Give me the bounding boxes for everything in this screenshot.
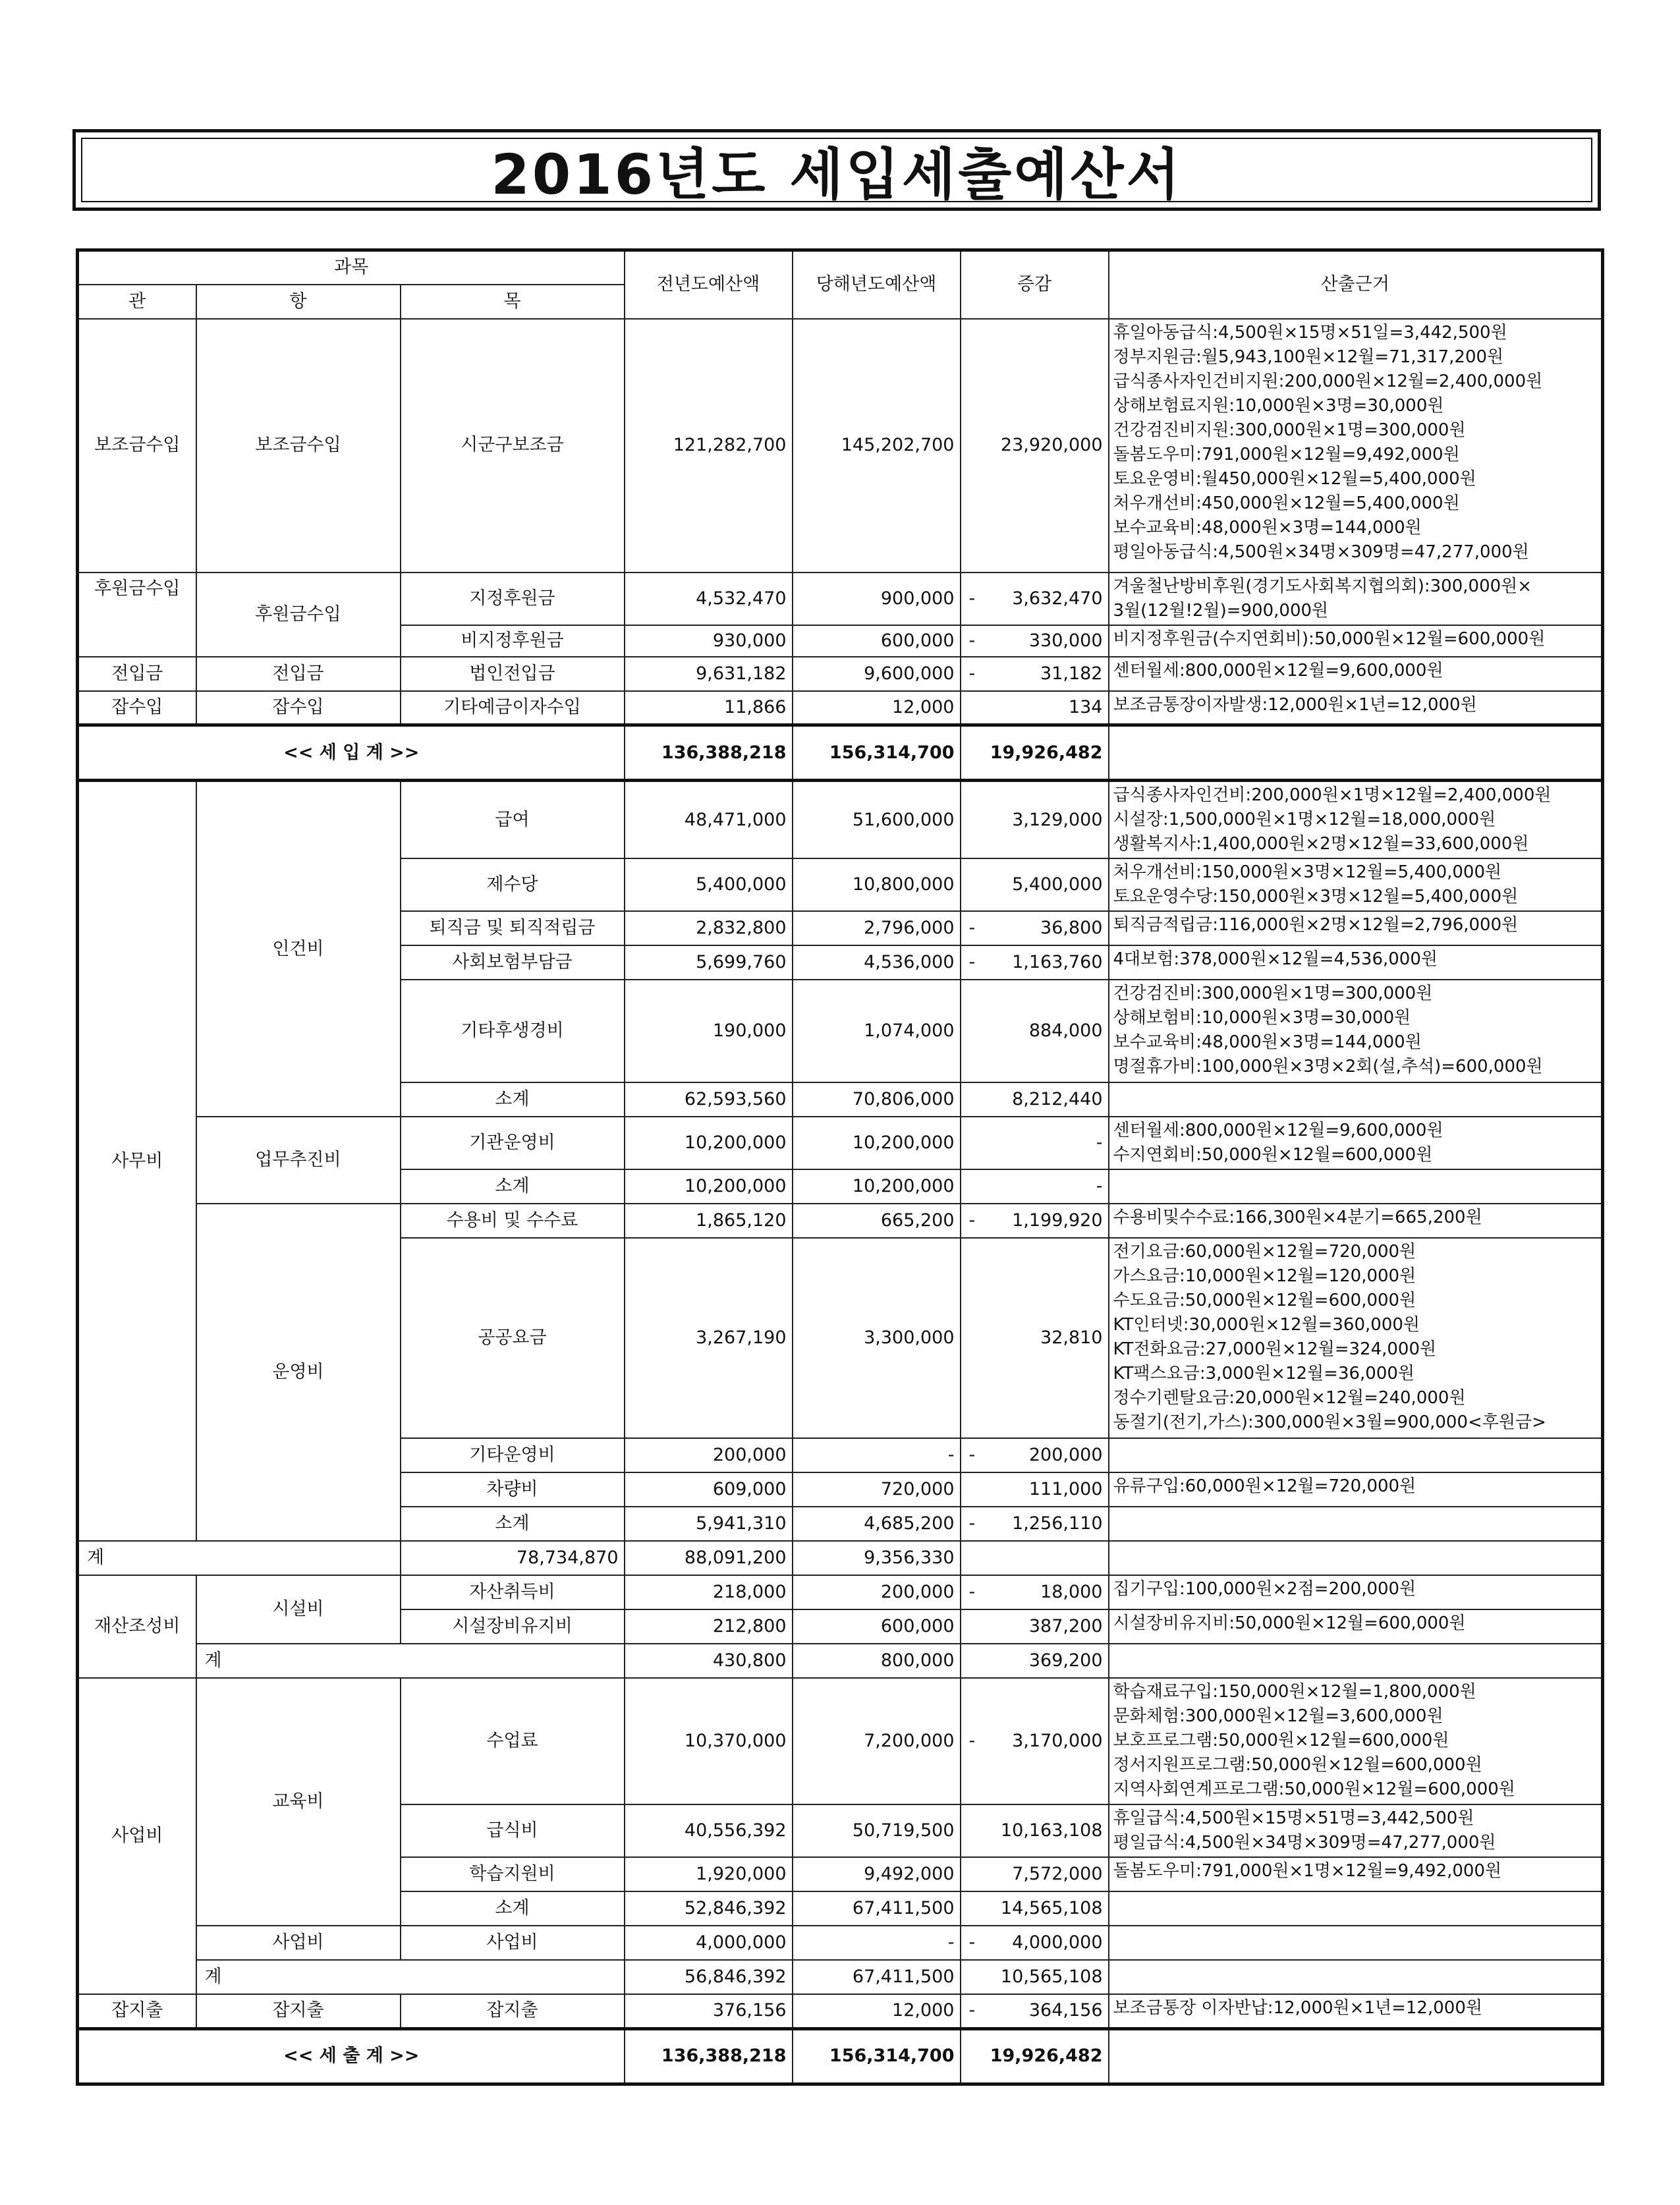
basis-cell — [1109, 572, 1603, 625]
prev-amount: 190,000 — [625, 980, 793, 1082]
prev-amount: 9,631,182 — [625, 657, 793, 691]
hang-cell: 전입금 — [196, 657, 401, 691]
basis-line: 보호프로그램:50,000원×12월=600,000원 — [1113, 1731, 1449, 1750]
minus-sign: - — [968, 918, 976, 938]
basis-line: 보수교육비:48,000원×3명=144,000원 — [1113, 517, 1422, 538]
prev-amount: 10,200,000 — [625, 1169, 793, 1204]
mok-cell: 지정후원금 — [401, 572, 625, 625]
basis-cell — [1109, 1082, 1603, 1117]
prev-amount: 4,532,470 — [625, 572, 793, 625]
income-total-row — [78, 725, 1603, 781]
diff-amount: 3,129,000 — [961, 781, 1109, 859]
curr-amount: 156,314,700 — [793, 2028, 961, 2084]
section-total-label: 계 — [196, 1960, 625, 1994]
basis-cell — [1109, 2028, 1603, 2084]
basis-cell — [1109, 1857, 1603, 1891]
prev-amount: 136,388,218 — [625, 725, 793, 781]
basis-line: 생활복지사:1,400,000원×2명×12월=33,600,000원 — [1113, 834, 1529, 854]
section-total-label: 계 — [196, 1644, 625, 1678]
basis-cell — [1109, 945, 1603, 980]
diff-amount: 9,356,330 — [793, 1541, 961, 1575]
prev-amount: 11,866 — [625, 691, 793, 725]
curr-amount: 3,300,000 — [793, 1238, 961, 1438]
curr-amount: 51,600,000 — [793, 781, 961, 859]
basis-line: 시설장:1,500,000원×1명×12월=18,000,000원 — [1113, 810, 1496, 829]
header-hang: 항 — [196, 285, 401, 319]
basis-line: 급식종사자인건비:200,000원×1명×12월=2,400,000원 — [1113, 785, 1552, 805]
mok-cell: 시설장비유지비 — [401, 1609, 625, 1644]
prev-amount: 200,000 — [625, 1438, 793, 1472]
basis-line: 건강검진비:300,000원×1명=300,000원 — [1113, 984, 1433, 1003]
diff-value: 1,256,110 — [1012, 1513, 1103, 1534]
prev-amount: 78,734,870 — [401, 1541, 625, 1575]
basis-cell — [1109, 725, 1603, 781]
diff-amount — [961, 911, 1109, 945]
curr-amount: 12,000 — [793, 691, 961, 725]
basis-cell — [1109, 1804, 1603, 1857]
gwan-cell: 전입금 — [78, 657, 196, 691]
curr-amount: 145,202,700 — [793, 319, 961, 572]
basis-cell — [1109, 1994, 1603, 2028]
mok-cell: 퇴직금 및 퇴직적립금 — [401, 911, 625, 945]
header-basis: 산출근거 — [1109, 250, 1603, 319]
hang-cell: 잡수입 — [196, 691, 401, 725]
diff-amount — [961, 1926, 1109, 1960]
mok-cell: 차량비 — [401, 1472, 625, 1507]
curr-amount: 10,200,000 — [793, 1169, 961, 1204]
diff-amount: 19,926,482 — [961, 725, 1109, 781]
diff-amount: 134 — [961, 691, 1109, 725]
prev-amount: 3,267,190 — [625, 1238, 793, 1438]
curr-amount: - — [793, 1926, 961, 1960]
prev-amount: 136,388,218 — [625, 2028, 793, 2084]
header-curr: 당해년도예산액 — [793, 250, 961, 319]
diff-amount — [961, 572, 1109, 625]
hang-cell: 후원금수입 — [196, 572, 401, 657]
gwan-cell: 잡지출 — [78, 1994, 196, 2028]
basis-line: 퇴직금적립금:116,000원×2명×12월=2,796,000원 — [1113, 915, 1519, 935]
curr-amount: 9,600,000 — [793, 657, 961, 691]
basis-line: 수지연회비:50,000원×12월=600,000원 — [1113, 1145, 1433, 1165]
mok-cell: 공공요금 — [401, 1238, 625, 1438]
diff-amount: 8,212,440 — [961, 1082, 1109, 1117]
basis-line: 돌봄도우미:791,000원×1명×12월=9,492,000원 — [1113, 1861, 1502, 1881]
diff-amount: - — [961, 1117, 1109, 1169]
minus-sign: - — [968, 588, 976, 609]
basis-line: 4대보험:378,000원×12월=4,536,000원 — [1113, 949, 1438, 969]
basis-line: 보조금통장 이자반납:12,000원×1년=12,000원 — [1113, 1998, 1482, 2018]
section-total-label: 계 — [78, 1541, 401, 1575]
diff-amount — [961, 945, 1109, 980]
hang-cell: 인건비 — [196, 781, 401, 1117]
basis-line: 평일아동급식:4,500원×34명×309명=47,277,000원 — [1113, 542, 1529, 562]
diff-amount — [961, 1507, 1109, 1541]
diff-value: 364,156 — [1028, 2000, 1103, 2021]
prev-amount: 4,000,000 — [625, 1926, 793, 1960]
basis-line: 상해보험료지원:10,000원×3명=30,000원 — [1113, 395, 1444, 416]
diff-value: 200,000 — [1028, 1445, 1103, 1465]
curr-amount: 900,000 — [793, 572, 961, 625]
curr-amount: 156,314,700 — [793, 725, 961, 781]
prev-amount: 62,593,560 — [625, 1082, 793, 1117]
diff-value: 1,163,760 — [1012, 952, 1103, 972]
basis-cell — [1109, 1609, 1603, 1644]
basis-line: 휴일급식:4,500원×15명×51명=3,442,500원 — [1113, 1808, 1474, 1828]
diff-amount: 19,926,482 — [961, 2028, 1109, 2084]
basis-cell — [1109, 625, 1603, 657]
curr-amount: 4,536,000 — [793, 945, 961, 980]
basis-line: 센터월세:800,000원×12월=9,600,000원 — [1113, 1121, 1443, 1140]
basis-line: 상해보험비:10,000원×3명=30,000원 — [1113, 1008, 1411, 1028]
basis-cell — [1109, 1644, 1603, 1678]
curr-amount: 600,000 — [793, 625, 961, 657]
diff-value: 3,170,000 — [1012, 1731, 1103, 1751]
mok-cell: 비지정후원금 — [401, 625, 625, 657]
basis-cell — [1109, 1507, 1603, 1541]
diff-amount: 10,163,108 — [961, 1804, 1109, 1857]
diff-amount — [961, 657, 1109, 691]
prev-amount: 930,000 — [625, 625, 793, 657]
basis-line: 3월(12월!2월)=900,000원 — [1113, 600, 1329, 621]
mok-cell: 자산취득비 — [401, 1575, 625, 1609]
hang-cell: 사업비 — [196, 1926, 401, 1960]
prev-amount: 1,865,120 — [625, 1204, 793, 1238]
basis-line: 전기요금:60,000원×12월=720,000원 — [1113, 1242, 1416, 1262]
table-row — [78, 1204, 1603, 1238]
mok-cell: 수용비 및 수수료 — [401, 1204, 625, 1238]
prev-amount: 5,400,000 — [625, 858, 793, 911]
diff-amount — [961, 1204, 1109, 1238]
basis-cell — [961, 1541, 1109, 1575]
diff-amount: 387,200 — [961, 1609, 1109, 1644]
basis-line: 겨울철난방비후원(경기도사회복지협의회):300,000원× — [1113, 576, 1532, 596]
basis-line: 토요운영수당:150,000원×3명×12월=5,400,000원 — [1113, 887, 1519, 907]
table-row — [78, 1994, 1603, 2028]
basis-cell — [1109, 1926, 1603, 1960]
diff-value: 36,800 — [1040, 918, 1103, 938]
mok-cell: 시군구보조금 — [401, 319, 625, 572]
section-total-row — [78, 1541, 1603, 1575]
gwan-cell: 재산조성비 — [78, 1575, 196, 1678]
basis-line: KT전화요금:27,000원×12월=324,000원 — [1113, 1339, 1437, 1359]
basis-line: 보수교육비:48,000원×3명=144,000원 — [1113, 1032, 1422, 1052]
minus-sign: - — [968, 663, 976, 684]
prev-amount: 1,920,000 — [625, 1857, 793, 1891]
table-row — [78, 1678, 1603, 1804]
prev-amount: 609,000 — [625, 1472, 793, 1507]
prev-amount: 430,800 — [625, 1644, 793, 1678]
diff-value: 3,632,470 — [1012, 588, 1103, 609]
curr-amount: 67,411,500 — [793, 1891, 961, 1926]
curr-amount: 70,806,000 — [793, 1082, 961, 1117]
basis-line: 유류구입:60,000원×12월=720,000원 — [1113, 1476, 1416, 1496]
basis-line: 처우개선비:150,000원×3명×12월=5,400,000원 — [1113, 862, 1502, 882]
diff-amount: 10,565,108 — [961, 1960, 1109, 1994]
basis-line: 가스요금:10,000원×12월=120,000원 — [1113, 1266, 1416, 1286]
minus-sign: - — [968, 1582, 976, 1602]
basis-cell — [1109, 1472, 1603, 1507]
minus-sign: - — [968, 1445, 976, 1465]
title-box — [72, 129, 1601, 211]
diff-amount: 23,920,000 — [961, 319, 1109, 572]
diff-amount — [961, 1575, 1109, 1609]
prev-amount: 10,200,000 — [625, 1117, 793, 1169]
mok-cell: 학습지원비 — [401, 1857, 625, 1891]
diff-value: 330,000 — [1028, 630, 1103, 651]
prev-amount: 376,156 — [625, 1994, 793, 2028]
header-gwan: 관 — [78, 285, 196, 319]
minus-sign: - — [968, 1513, 976, 1534]
basis-line: 학습재료구입:150,000원×12월=1,800,000원 — [1113, 1682, 1476, 1702]
diff-amount: 7,572,000 — [961, 1857, 1109, 1891]
table-row — [78, 572, 1603, 625]
curr-amount: 200,000 — [793, 1575, 961, 1609]
hang-cell: 시설비 — [196, 1575, 401, 1644]
prev-amount: 2,832,800 — [625, 911, 793, 945]
diff-amount: 111,000 — [961, 1472, 1109, 1507]
curr-amount: 67,411,500 — [793, 1960, 961, 1994]
diff-amount: 5,400,000 — [961, 858, 1109, 911]
mok-cell: 기타운영비 — [401, 1438, 625, 1472]
prev-amount: 48,471,000 — [625, 781, 793, 859]
table-row — [78, 657, 1603, 691]
basis-cell — [1109, 657, 1603, 691]
diff-value: 18,000 — [1040, 1582, 1103, 1602]
diff-amount: 14,565,108 — [961, 1891, 1109, 1926]
basis-line: 센터월세:800,000원×12월=9,600,000원 — [1113, 660, 1443, 681]
header-subject: 과목 — [78, 250, 625, 285]
basis-cell — [1109, 1238, 1603, 1438]
basis-line: 정서지원프로그램:50,000원×12월=600,000원 — [1113, 1755, 1482, 1775]
minus-sign: - — [968, 952, 976, 972]
curr-amount: 50,719,500 — [793, 1804, 961, 1857]
budget-table — [76, 248, 1604, 2086]
basis-line: 평일급식:4,500원×34명×309명=47,277,000원 — [1113, 1833, 1496, 1853]
basis-line: 처우개선비:450,000원×12월=5,400,000원 — [1113, 493, 1460, 513]
mok-cell: 소계 — [401, 1507, 625, 1541]
hang-cell: 보조금수입 — [196, 319, 401, 572]
basis-cell — [1109, 319, 1603, 572]
basis-cell — [1109, 1169, 1603, 1204]
diff-amount — [961, 1994, 1109, 2028]
curr-amount: 4,685,200 — [793, 1507, 961, 1541]
mok-cell: 기타예금이자수입 — [401, 691, 625, 725]
prev-amount: 56,846,392 — [625, 1960, 793, 1994]
basis-cell — [1109, 980, 1603, 1082]
basis-line: 정부지원금:월5,943,100원×12월=71,317,200원 — [1113, 347, 1504, 367]
expense-total-label: << 세 출 계 >> — [78, 2028, 625, 2084]
mok-cell: 소계 — [401, 1082, 625, 1117]
basis-cell — [1109, 781, 1603, 859]
section-total-row — [78, 1644, 1603, 1678]
mok-cell: 사회보험부담금 — [401, 945, 625, 980]
basis-cell — [1109, 1204, 1603, 1238]
expense-total-row — [78, 2028, 1603, 2084]
mok-cell: 법인전입금 — [401, 657, 625, 691]
header-row-1 — [78, 250, 1603, 285]
basis-line: 토요운영비:월450,000원×12월=5,400,000원 — [1113, 468, 1476, 489]
prev-amount: 40,556,392 — [625, 1804, 793, 1857]
gwan-cell: 잡수입 — [78, 691, 196, 725]
diff-amount: 32,810 — [961, 1238, 1109, 1438]
diff-amount — [961, 1438, 1109, 1472]
hang-cell: 잡지출 — [196, 1994, 401, 2028]
diff-amount: 369,200 — [961, 1644, 1109, 1678]
header-prev: 전년도예산액 — [625, 250, 793, 319]
mok-cell: 급식비 — [401, 1804, 625, 1857]
income-total-label: << 세 입 계 >> — [78, 725, 625, 781]
table-row — [78, 781, 1603, 859]
basis-cell — [1109, 858, 1603, 911]
mok-cell: 수업료 — [401, 1678, 625, 1804]
curr-amount: 2,796,000 — [793, 911, 961, 945]
curr-amount: 665,200 — [793, 1204, 961, 1238]
basis-line: 집기구입:100,000원×2점=200,000원 — [1113, 1579, 1416, 1599]
gwan-cell: 보조금수입 — [78, 319, 196, 572]
mok-cell: 기관운영비 — [401, 1117, 625, 1169]
minus-sign: - — [968, 1210, 976, 1231]
basis-cell — [1109, 1960, 1603, 1994]
curr-amount: 600,000 — [793, 1609, 961, 1644]
basis-line: 정수기렌탈요금:20,000원×12월=240,000원 — [1113, 1388, 1466, 1408]
diff-amount — [961, 1678, 1109, 1804]
basis-cell — [1109, 1117, 1603, 1169]
diff-amount: - — [961, 1169, 1109, 1204]
basis-line: 건강검진비지원:300,000원×1명=300,000원 — [1113, 420, 1466, 440]
minus-sign: - — [968, 1731, 976, 1751]
basis-line: 시설장비유지비:50,000원×12월=600,000원 — [1113, 1613, 1466, 1633]
gwan-cell: 사업비 — [78, 1678, 196, 1994]
curr-amount: 7,200,000 — [793, 1678, 961, 1804]
table-row — [78, 1575, 1603, 1609]
prev-amount: 5,941,310 — [625, 1507, 793, 1541]
diff-value: 1,199,920 — [1012, 1210, 1103, 1231]
basis-line: 급식종사자인건비지원:200,000원×12월=2,400,000원 — [1113, 371, 1543, 391]
table-row — [78, 1117, 1603, 1169]
curr-amount: 9,492,000 — [793, 1857, 961, 1891]
basis-line: 돌봄도우미:791,000원×12월=9,492,000원 — [1113, 444, 1460, 464]
curr-amount: 720,000 — [793, 1472, 961, 1507]
mok-cell: 기타후생경비 — [401, 980, 625, 1082]
mok-cell: 사업비 — [401, 1926, 625, 1960]
basis-line: KT팩스요금:3,000원×12월=36,000원 — [1113, 1364, 1415, 1383]
prev-amount: 121,282,700 — [625, 319, 793, 572]
header-diff: 증감 — [961, 250, 1109, 319]
diff-value: 4,000,000 — [1012, 1932, 1103, 1953]
table-row — [78, 319, 1603, 572]
minus-sign: - — [968, 630, 976, 651]
diff-amount — [961, 625, 1109, 657]
prev-amount: 52,846,392 — [625, 1891, 793, 1926]
mok-cell: 잡지출 — [401, 1994, 625, 2028]
diff-amount: 884,000 — [961, 980, 1109, 1082]
hang-cell: 교육비 — [196, 1678, 401, 1926]
page-title: 2016년도 세입세출예산서 — [491, 142, 1183, 207]
prev-amount: 10,370,000 — [625, 1678, 793, 1804]
table-row — [78, 1926, 1603, 1960]
curr-amount: 12,000 — [793, 1994, 961, 2028]
table-row — [78, 691, 1603, 725]
curr-amount: 800,000 — [793, 1644, 961, 1678]
prev-amount: 212,800 — [625, 1609, 793, 1644]
basis-line: 비지정후원금(수지연회비):50,000원×12월=600,000원 — [1113, 628, 1546, 649]
basis-line: 보조금통장이자발생:12,000원×1년=12,000원 — [1113, 694, 1477, 715]
mok-cell: 소계 — [401, 1891, 625, 1926]
hang-cell: 운영비 — [196, 1204, 401, 1541]
prev-amount: 5,699,760 — [625, 945, 793, 980]
basis-line: 수용비및수수료:166,300원×4분기=665,200원 — [1113, 1208, 1482, 1227]
basis-cell — [1109, 1438, 1603, 1472]
header-mok: 목 — [401, 285, 625, 319]
curr-amount: 1,074,000 — [793, 980, 961, 1082]
basis-cell — [1109, 1678, 1603, 1804]
mok-cell: 소계 — [401, 1169, 625, 1204]
curr-amount: 10,200,000 — [793, 1117, 961, 1169]
basis-cell — [1109, 1891, 1603, 1926]
curr-amount: 88,091,200 — [625, 1541, 793, 1575]
basis-line: 문화체험:300,000원×12월=3,600,000원 — [1113, 1706, 1443, 1726]
gwan-cell: 사무비 — [78, 781, 196, 1542]
mok-cell: 급여 — [401, 781, 625, 859]
curr-amount: - — [793, 1438, 961, 1472]
minus-sign: - — [968, 2000, 976, 2021]
minus-sign: - — [968, 1932, 976, 1953]
prev-amount: 218,000 — [625, 1575, 793, 1609]
diff-value: 31,182 — [1040, 663, 1103, 684]
basis-line: 명절휴가비:100,000원×3명×2회(설,추석)=600,000원 — [1113, 1057, 1543, 1076]
gwan-cell: 후원금수입 — [78, 572, 196, 657]
basis-cell — [1109, 691, 1603, 725]
section-total-row — [78, 1960, 1603, 1994]
basis-line: 휴일아동급식:4,500원×15명×51일=3,442,500원 — [1113, 322, 1507, 343]
basis-line: 수도요금:50,000원×12월=600,000원 — [1113, 1291, 1416, 1310]
basis-line: 지역사회연계프로그램:50,000원×12월=600,000원 — [1113, 1779, 1515, 1799]
basis-line: 동절기(전기,가스):300,000원×3월=900,000<후원금> — [1113, 1412, 1546, 1432]
basis-cell — [1109, 1575, 1603, 1609]
basis-cell — [1109, 911, 1603, 945]
basis-line: KT인터넷:30,000원×12월=360,000원 — [1113, 1315, 1420, 1335]
hang-cell: 업무추진비 — [196, 1117, 401, 1204]
mok-cell: 제수당 — [401, 858, 625, 911]
curr-amount: 10,800,000 — [793, 858, 961, 911]
